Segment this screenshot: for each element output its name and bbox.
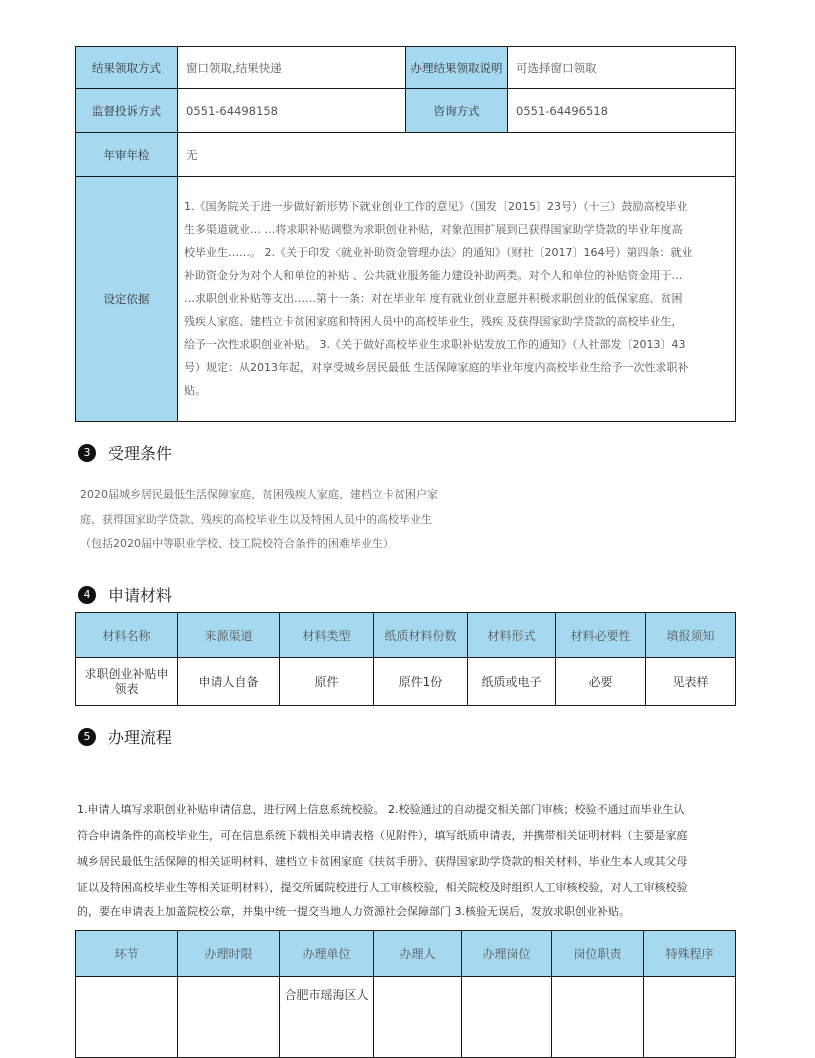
basis-text bbox=[178, 187, 735, 412]
material-source: 申请人自备 bbox=[178, 658, 280, 706]
handling-unit-cell bbox=[280, 977, 374, 1058]
process-text-line: 城乡居民最低生活保障的相关证明材料、建档立卡贫困家庭《扶贫手册》、获得国家助学贷款的相关材料、毕业生本人或其父母 bbox=[77, 855, 688, 868]
result-desc-value: 可选择窗口领取 bbox=[508, 47, 736, 89]
process-text-line: 证以及特困高校毕业生等相关证明材料），提交所属院校进行人工审核校验，相关院校及时组织人工审核校验，对人工审核校验 bbox=[77, 881, 688, 894]
col-header: 填报须知 bbox=[646, 613, 736, 658]
process-header-row bbox=[76, 931, 736, 977]
material-name: 求职创业补贴申领表 bbox=[76, 658, 178, 706]
basis-line: 贴。 bbox=[184, 383, 206, 397]
section-number-badge: 4 bbox=[78, 586, 96, 604]
basis-line: 1.《国务院关于进一步做好新形势下就业创业工作的意见》（国发〔2015〕23号）（十三）鼓励高校毕业 bbox=[184, 199, 688, 213]
table-row bbox=[76, 658, 736, 706]
info-row-basis bbox=[76, 177, 736, 422]
basis-line: 号）规定：从2013年起，对享受城乡居民最低 生活保障家庭的毕业年度内高校毕业生给予一次性求职补 bbox=[184, 360, 689, 374]
section-number-badge: 5 bbox=[78, 728, 96, 746]
basis-line: 残疾人家庭、建档立卡贫困家庭和特困人员中的高校毕业生，残疾 及获得国家助学贷款的高校毕业生， bbox=[184, 314, 683, 328]
col-header: 岗位职责 bbox=[552, 931, 644, 977]
table-cell bbox=[644, 977, 736, 1058]
result-method-label: 结果领取方式 bbox=[76, 47, 178, 89]
table-cell bbox=[178, 977, 280, 1058]
section-title: 申请材料 bbox=[108, 586, 173, 605]
process-text-line: 1.申请人填写求职创业补贴申请信息，进行网上信息系统校验。 2.校验通过的自动提交相关部门审核；校验不通过而毕业生认 bbox=[77, 803, 685, 816]
condition-line: （包括2020届中等职业学校、技工院校符合条件的困难毕业生） bbox=[80, 537, 394, 550]
section-conditions-heading bbox=[78, 441, 172, 464]
basis-line: 生多渠道就业… …将求职补贴调整为求职创业补贴，对象范围扩展到已获得国家助学贷款的毕业年度高 bbox=[184, 222, 683, 236]
material-type: 原件 bbox=[280, 658, 374, 706]
basis-line: 补助资金分为对个人和单位的补贴 、公共就业服务能力建设补助两类。对个人和单位的补贴资金用于… bbox=[184, 268, 683, 282]
complaint-label: 监督投诉方式 bbox=[76, 89, 178, 133]
col-header: 纸质材料份数 bbox=[374, 613, 468, 658]
col-header: 特殊程序 bbox=[644, 931, 736, 977]
section-materials-heading bbox=[78, 583, 172, 606]
annual-review-value: 无 bbox=[178, 133, 736, 177]
materials-table bbox=[75, 612, 736, 706]
table-cell bbox=[552, 977, 644, 1058]
info-table bbox=[75, 46, 736, 422]
col-header: 材料名称 bbox=[76, 613, 178, 658]
col-header: 材料类型 bbox=[280, 613, 374, 658]
consult-label: 咨询方式 bbox=[406, 89, 508, 133]
col-header: 来源渠道 bbox=[178, 613, 280, 658]
info-row-result bbox=[76, 47, 736, 89]
section-number-badge: 3 bbox=[78, 444, 96, 462]
process-text-line: 符合申请条件的高校毕业生，可在信息系统下载相关申请表格（见附件），填写纸质申请表，并携带相关证明材料（主要是家庭 bbox=[77, 829, 688, 842]
col-header: 办理人 bbox=[374, 931, 462, 977]
complaint-phone: 0551-64498158 bbox=[178, 89, 406, 133]
material-copies: 原件1份 bbox=[374, 658, 468, 706]
process-text-line: 的，要在申请表上加盖院校公章，并集中统一提交当地人力资源社会保障部门 3.核验无误后，发放求职创业补贴。 bbox=[77, 905, 630, 918]
annual-review-label: 年审年检 bbox=[76, 133, 178, 177]
basis-label: 设定依据 bbox=[76, 177, 178, 422]
result-desc-label: 办理结果领取说明 bbox=[406, 47, 508, 89]
basis-cell bbox=[178, 177, 736, 422]
material-note: 见表样 bbox=[646, 658, 736, 706]
table-cell bbox=[76, 977, 178, 1058]
process-table bbox=[75, 930, 736, 1058]
condition-line: 2020届城乡居民最低生活保障家庭、贫困残疾人家庭、建档立卡贫困户家 bbox=[80, 488, 438, 501]
col-header: 办理单位 bbox=[280, 931, 374, 977]
col-header: 材料必要性 bbox=[556, 613, 646, 658]
result-method-value: 窗口领取,结果快递 bbox=[178, 47, 406, 89]
material-form: 纸质或电子 bbox=[468, 658, 556, 706]
material-necessity: 必要 bbox=[556, 658, 646, 706]
section-title: 办理流程 bbox=[108, 728, 173, 747]
table-cell bbox=[462, 977, 552, 1058]
col-header: 办理岗位 bbox=[462, 931, 552, 977]
info-row-annual bbox=[76, 133, 736, 177]
section-title: 受理条件 bbox=[108, 444, 173, 463]
col-header: 材料形式 bbox=[468, 613, 556, 658]
section-process-heading bbox=[78, 725, 172, 748]
basis-line: …求职创业补贴等支出……第十一条：对在毕业年 度有就业创业意愿并积极求职创业的低保家庭、贫困 bbox=[184, 291, 683, 305]
condition-line: 庭、获得国家助学贷款、残疾的高校毕业生以及特困人员中的高校毕业生 bbox=[80, 513, 432, 526]
materials-header-row bbox=[76, 613, 736, 658]
handling-unit: 合肥市瑶海区人 bbox=[284, 988, 369, 1002]
table-row bbox=[76, 977, 736, 1058]
basis-line: 校毕业生……。 2.《关于印发〈就业补助资金管理办法〉的通知》（财社〔2017〕164号）第四条：就业 bbox=[184, 245, 693, 259]
consult-phone: 0551-64496518 bbox=[508, 89, 736, 133]
info-row-contact bbox=[76, 89, 736, 133]
table-cell bbox=[374, 977, 462, 1058]
col-header: 环节 bbox=[76, 931, 178, 977]
basis-line: 给予一次性求职创业补贴。 3.《关于做好高校毕业生求职补贴发放工作的通知》（人社部发〔2013〕43 bbox=[184, 337, 686, 351]
col-header: 办理时限 bbox=[178, 931, 280, 977]
